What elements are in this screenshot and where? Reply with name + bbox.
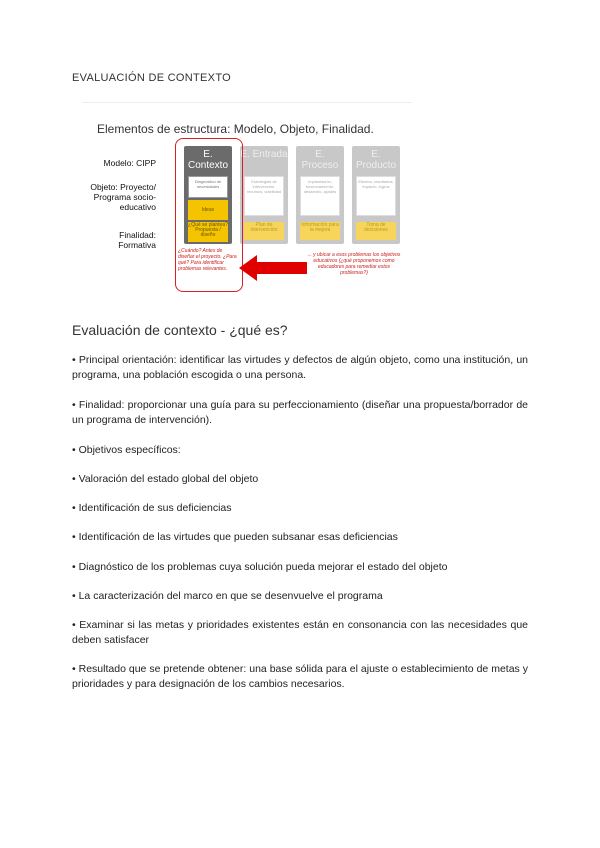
column-head: E. Entrada: [240, 149, 288, 160]
column-box: Diagnóstico de necesidades: [188, 176, 228, 198]
diagram-title: Elementos de estructura: Modelo, Objeto, Finalidad.: [97, 122, 374, 136]
right-note: ... y ubicar a esos problemas los objetivos educativos (¿qué proponemos como educadores para remediar estos problemas?): [307, 252, 401, 276]
paragraph: • Identificación de sus deficiencias: [72, 502, 232, 514]
paragraph: • Finalidad: proporcionar una guía para su perfeccionamiento (diseñar una propuesta/borrador de un programa de intervención).: [72, 399, 528, 426]
paragraph: • Principal orientación: identificar las virtudes y defectos de algún objeto, como una institución, un programa, una población escogida o una persona.: [72, 354, 528, 381]
paragraph: • Diagnóstico de los problemas cuya solución pueda mejorar el estado del objeto: [72, 561, 448, 573]
arrow-body: [257, 262, 307, 274]
column-head: E. Producto: [355, 149, 397, 171]
column-box: Estrategias de intervención, recursos, viabilidad: [244, 176, 284, 216]
column-yellow: Toma de decisiones: [356, 222, 396, 240]
column-entrada: [240, 146, 288, 244]
paragraph: • Objetivos específicos:: [72, 444, 181, 456]
section-heading: Evaluación de contexto - ¿qué es?: [72, 322, 288, 338]
paragraph: • Identificación de las virtudes que pueden subsanar esas deficiencias: [72, 531, 398, 543]
left-note: ¿Cuándo? Antes de diseñar el proyecto. ¿Para qué? Para identificar problemas relevantes.: [178, 248, 237, 272]
cipp-diagram: [82, 102, 412, 292]
column-head: E. Proceso: [301, 149, 339, 171]
column-yellow: Plan de intervención: [244, 222, 284, 240]
column-producto: [352, 146, 400, 244]
paragraph: • Examinar si las metas y prioridades existentes están en consonancia con las necesidades que deben satisfacer: [72, 619, 528, 646]
divider: [82, 102, 412, 103]
paragraph: • Valoración del estado global del objeto: [72, 473, 259, 485]
column-yellow-ideas: Ideas: [188, 200, 228, 220]
label-objeto: Objeto: Proyecto/ Programa socio-educativo: [90, 182, 156, 212]
paragraph: • Resultado que se pretende obtener: una base sólida para el ajuste o establecimiento de metas y prioridades y para designación de los cambios necesarios.: [72, 663, 528, 690]
column-box: Implantación, funcionamiento, desarrollo, ajustes: [300, 176, 340, 216]
label-modelo: Modelo: CIPP: [103, 158, 156, 168]
column-yellow-propuesta: ¿Qué se plantea? Propuesta / diseño: [188, 222, 228, 242]
left-arrow-icon: [239, 255, 257, 281]
label-finalidad: Finalidad: Formativa: [118, 230, 156, 250]
paragraph: • La caracterización del marco en que se desenvuelve el programa: [72, 590, 383, 602]
column-head: E. Contexto: [187, 149, 229, 171]
column-proceso: [296, 146, 344, 244]
column-yellow: Información para la mejora: [300, 222, 340, 240]
page-title: EVALUACIÓN DE CONTEXTO: [72, 72, 231, 84]
column-box: Efectos, resultados, impacto, logros: [356, 176, 396, 216]
